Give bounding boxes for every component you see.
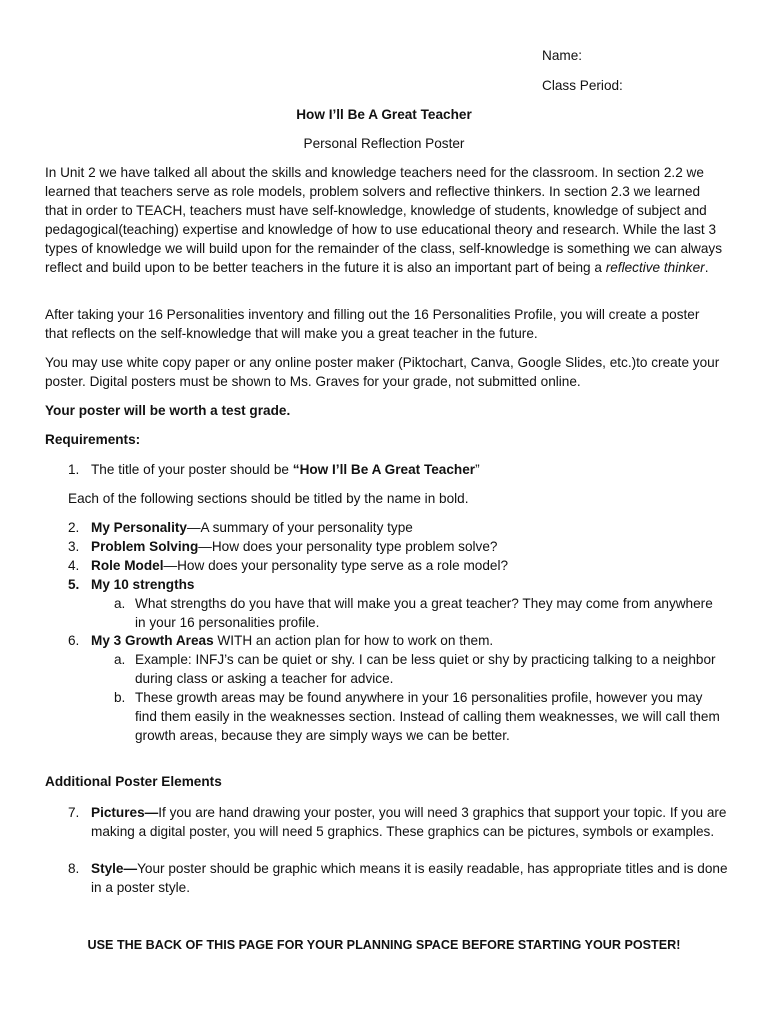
item-8-bold: Style— [91, 861, 138, 876]
sub-item-text: These growth areas may be found anywhere in your 16 personalities profile, however you may find them easily in the weaknesses section. Instead of calling them weaknesses, we will call them growth areas, because they are simply ways we can be better. [135, 690, 720, 743]
item-number: 3. [68, 539, 80, 554]
reflective-thinker-emphasis: reflective thinker [605, 260, 705, 275]
item-text [91, 859, 731, 897]
item-1-end: ” [475, 462, 480, 477]
sub-item-letter: a. [114, 652, 126, 667]
intro-paragraph-3: You may use white copy paper or any online poster maker (Piktochart, Canva, Google Slides, etc.)to create your poster. Digital posters must be shown to Ms. Graves for your grade, not submitted online. [45, 355, 720, 389]
item-7-desc: If you are hand drawing your poster, you will need 3 graphics that support your topic. If you are making a digital poster, you will need 5 graphics. These graphics can be pictures, symbols or examples. [91, 805, 727, 839]
page-subtitle: Personal Reflection Poster [303, 136, 465, 151]
test-grade-note: Your poster will be worth a test grade. [45, 403, 291, 418]
sub-item-text: What strengths do you have that will make you a great teacher? They may come from anywhere in your 16 personalities profile. [135, 596, 713, 630]
intro-paragraph-2: After taking your 16 Personalities inventory and filling out the 16 Personalities Profile, you will create a poster that reflects on the self-knowledge that will make you a great teacher in the future. [45, 307, 700, 341]
item-text [91, 537, 731, 556]
item-text [91, 518, 731, 537]
requirements-heading: Requirements: [45, 432, 141, 447]
name-label: Name: [542, 48, 583, 63]
additional-elements-heading: Additional Poster Elements [45, 774, 222, 789]
item-4-bold: Role Model [91, 558, 164, 573]
item-number: 2. [68, 520, 80, 535]
sub-item-text: Example: INFJ’s can be quiet or shy. I can be less quiet or shy by practicing talking to a neighbor during class or asking a teacher for advice. [135, 652, 716, 686]
sub-item-letter: b. [114, 690, 126, 705]
item-text [91, 460, 731, 479]
item-2-bold: My Personality [91, 520, 187, 535]
intro-paragraph-1-end: . [704, 260, 709, 275]
section-title-note: Each of the following sections should be titled by the name in bold. [68, 491, 469, 506]
page-title: How I’ll Be A Great Teacher [296, 107, 472, 122]
item-text [91, 803, 731, 841]
item-5-bold: My 10 strengths [91, 577, 195, 592]
footer-instruction: USE THE BACK OF THIS PAGE FOR YOUR PLANNING SPACE BEFORE STARTING YOUR POSTER! [87, 938, 681, 952]
item-4-desc: —How does your personality type serve as a role model? [163, 558, 509, 573]
item-2-desc: —A summary of your personality type [186, 520, 413, 535]
item-8-desc: Your poster should be graphic which means it is easily readable, has appropriate titles and is done in a poster style. [91, 861, 728, 895]
item-7-bold: Pictures— [91, 805, 159, 820]
item-text [91, 556, 731, 575]
item-text [91, 631, 731, 650]
item-1-text: The title of your poster should be [91, 462, 293, 477]
item-1-bold-title: “How I’ll Be A Great Teacher [292, 462, 476, 477]
item-6-desc: WITH an action plan for how to work on them. [213, 633, 494, 648]
item-number: 8. [68, 861, 80, 876]
class-period-label: Class Period: [542, 78, 623, 93]
item-3-desc: —How does your personality type problem solve? [198, 539, 498, 554]
item-6-bold: My 3 Growth Areas [91, 633, 214, 648]
item-number: 7. [68, 805, 80, 820]
item-3-bold: Problem Solving [91, 539, 199, 554]
intro-paragraph-1 [45, 163, 723, 277]
intro-paragraph-1-text: In Unit 2 we have talked all about the skills and knowledge teachers need for the classroom. In section 2.2 we learned that teachers serve as role models, problem solvers and reflective thinkers. In section 2.3 we learned that in order to TEACH, teachers must have self-knowledge, knowledge of students, knowledge of subject and pedagogical(teaching) expertise and knowledge of how to use educational theory and research. While the last 3 types of knowledge we will build upon for the remainder of the class, self-knowledge is something we can always reflect and build upon to be better teachers in the future it is also an important part of being a [45, 165, 723, 275]
item-number: 1. [68, 462, 80, 477]
item-number: 6. [68, 633, 80, 648]
item-number: 5. [68, 577, 80, 592]
item-number: 4. [68, 558, 80, 573]
sub-item-letter: a. [114, 596, 126, 611]
